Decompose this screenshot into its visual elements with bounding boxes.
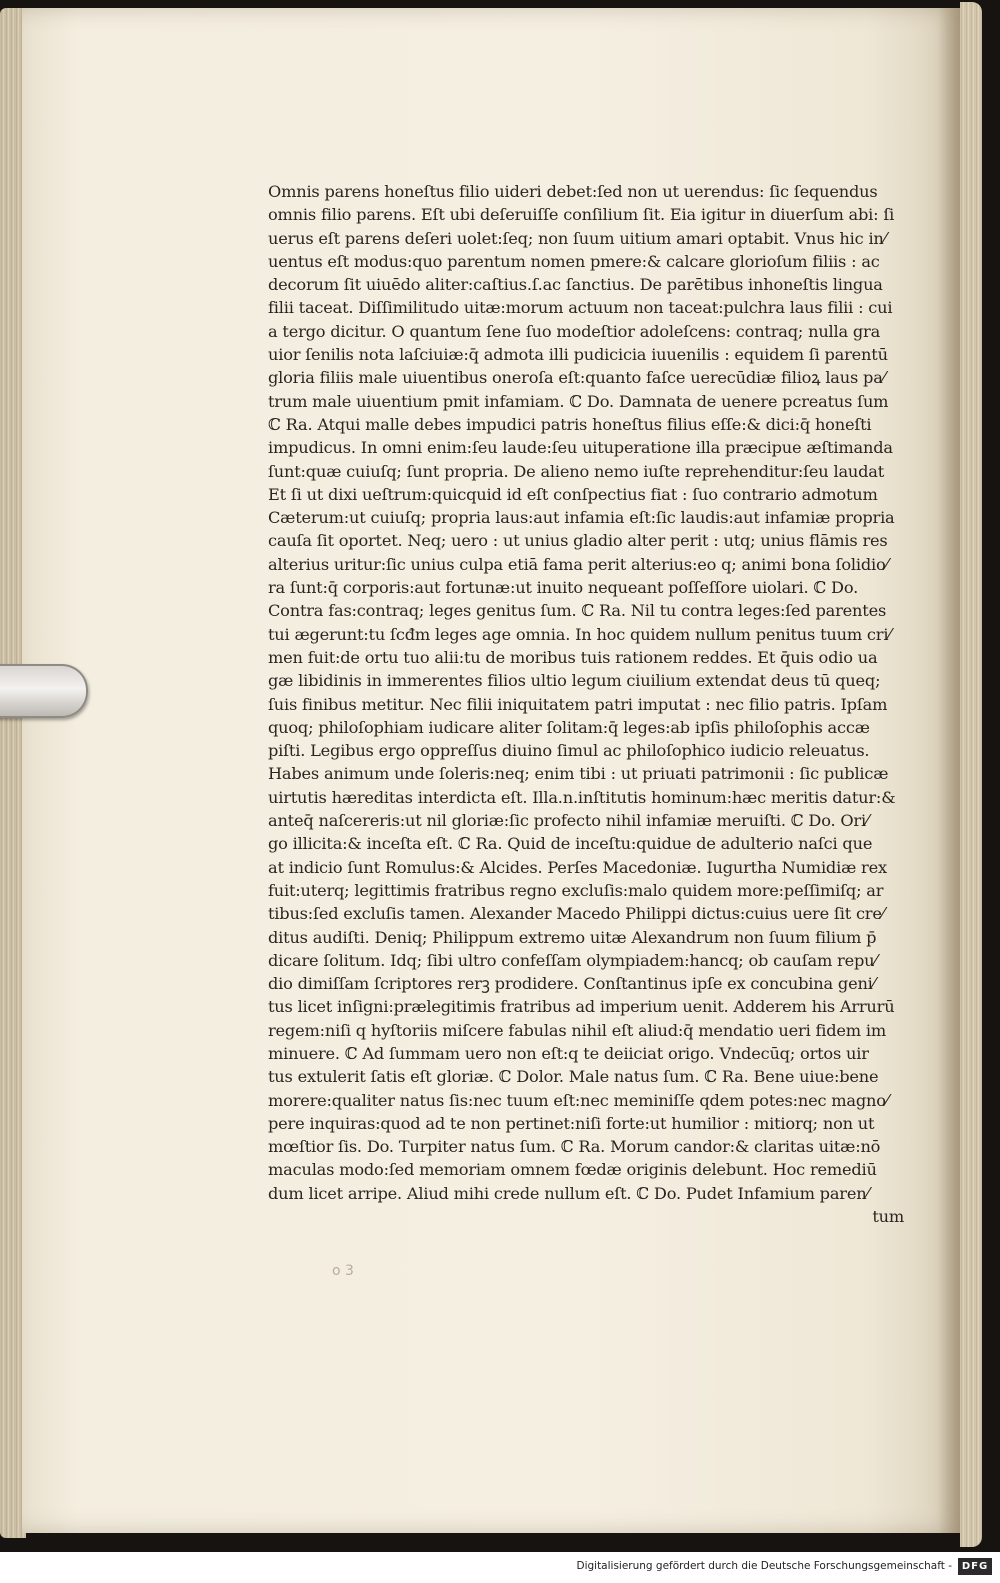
page-clip xyxy=(0,664,88,718)
text-line: alterius uritur:ſic unius culpa etiā fama perit alterius:eo q; animi bona ſolidio⁄ xyxy=(268,554,889,574)
text-line: men fuit:de ortu tuo alii:tu de moribus tuis rationem reddes. Et q̄uis odio ua xyxy=(268,647,878,667)
catchword: tum xyxy=(872,1207,904,1227)
text-line: omnis filio parens. Eſt ubi deſeruiſſe conſilium ſit. Eia igitur in diuerſum abi: ſi xyxy=(268,205,895,225)
text-line: anteq̄ naſcereris:ut nil gloriæ:ſic profecto nihil infamiæ meruiſti. ℂ Do. Ori⁄ xyxy=(268,811,869,831)
right-page-edges xyxy=(960,2,982,1547)
text-line: mœſtior ſis. Do. Turpiter natus ſum. ℂ Ra. Morum candor:& claritas uitæ:nō xyxy=(268,1137,881,1157)
text-line: trum male uiuentium pmit infamiam. ℂ Do. Damnata de uenere pcreatus ſum xyxy=(268,391,889,411)
footer-credit: Digitalisierung gefördert durch die Deutsche Forschungsgemeinschaft - xyxy=(576,1560,952,1572)
text-line: decorum ſit uiuēdo aliter:caſtius.ſ.ac ſanctius. De parētibus inhoneſtis lingua xyxy=(268,275,883,295)
text-line: a tergo dicitur. O quantum ſene ſuo modeſtior adoleſcens: contraq; nulla gra xyxy=(268,321,881,341)
text-line: ℂ Ra. Atqui malle debes impudici patris honeſtus filius eſſe:& dici:q̄ honeſti xyxy=(268,414,872,434)
text-line: tibus:ſed excluſis tamen. Alexander Macedo Philippi dictus:cuius uere ſit cre⁄ xyxy=(268,904,885,924)
text-line: ſuis finibus metitur. Nec filii iniquitatem patri imputat : nec filio patris. Ipſam xyxy=(268,694,888,714)
text-line: filii taceat. Diſſimilitudo uitæ:morum actuum non taceat:pulchra laus filii : cui xyxy=(268,298,893,318)
text-line: tui ægerunt:tu ſcđm leges age omnia. In hoc quidem nullum penitus tuum cri⁄ xyxy=(268,624,891,644)
text-block xyxy=(268,180,904,1228)
text-line: gæ libidinis in immerentes filios ultio legum ciuilium extendat deus tū queq; xyxy=(268,671,881,691)
gutter-shadow xyxy=(938,8,962,1533)
text-line: dio dimiſſam ſcriptores rerꝫ prodidere. Conſtantinus ipſe ex concubina geni⁄ xyxy=(268,974,876,994)
text-line: fuit:uterq; legittimis fratribus regno excluſis:malo quidem more:peſſimiſq; ar xyxy=(268,880,884,900)
text-line: piſti. Legibus ergo oppreſſus diuino ſimul ac philoſophico iudicio releuatus. xyxy=(268,741,870,761)
text-line: ra ſunt:q̄ corporis:aut fortunæ:ut inuito nequeant poſſeſſore uiolari. ℂ Do. xyxy=(268,578,859,598)
text-line: quoq; philoſophiam iudicare aliter ſolitam:q̄ leges:ab ipſis philoſophis accæ xyxy=(268,717,870,737)
text-line: uirtutis hæreditas interdicta eſt. Illa.n.inſtitutis hominum:hæc meritis datur:& xyxy=(268,787,896,807)
dfg-logo: DFG xyxy=(958,1558,992,1575)
text-line: pere inquiras:quod ad te non pertinet:niſi forte:ut humilior : mitiorq; non ut xyxy=(268,1113,875,1133)
text-line: Cæterum:ut cuiuſq; propria laus:aut infamia eſt:ſic laudis:aut infamiæ propria xyxy=(268,508,895,528)
text-line: Contra fas:contraq; leges genitus ſum. ℂ Ra. Nil tu contra leges:ſed parentes xyxy=(268,601,887,621)
text-line: cauſa ſit oportet. Neq; uero : ut unius gladio alter perit : utq; unius flāmis res xyxy=(268,531,888,551)
text-line: tus extulerit ſatis eſt gloriæ. ℂ Dolor. Male natus ſum. ℂ Ra. Bene uiue:bene xyxy=(268,1067,879,1087)
text-line: minuere. ℂ Ad ſummam uero non eſt:q te deiiciat origo. Vndecūq; ortos uir xyxy=(268,1043,869,1063)
text-line: ditus audiſti. Deniq; Philippum extremo uitæ Alexandrum non ſuum filium p̄ xyxy=(268,927,877,947)
text-line: uerus eſt parens deſeri uolet:ſeq; non ſuum uitium amari optabit. Vnus hic in⁄ xyxy=(268,228,887,248)
pen-mark: o 3 xyxy=(332,1263,354,1279)
text-line: Habes animum unde ſoleris:neq; enim tibi : ut priuati patrimonii : ſic publicæ xyxy=(268,764,889,784)
text-line: Omnis parens honeſtus filio uideri debet:ſed non ut uerendus: ſic ſequendus xyxy=(268,182,878,201)
text-line: tus licet inſigni:prælegitimis fratribus ad imperium uenit. Adderem his Arrurū xyxy=(268,997,895,1017)
text-line: dum licet arripe. Aliud mihi crede nullum eſt. ℂ Do. Pudet Infamium paren⁄ xyxy=(268,1183,869,1203)
text-line: regem:niſi q hyſtoriis miſcere fabulas nihil eſt aliud:q̄ mendatio ueri fidem im xyxy=(268,1020,887,1040)
text-line: dicare ſolitum. Idq; ſibi ultro confeſſam olympiadem:hancq; ob cauſam repu⁄ xyxy=(268,950,877,970)
text-line: uior ſenilis nota laſciuiæ:q̄ admota illi pudicicia iuuenilis : equidem ſi parentū xyxy=(268,345,888,365)
footer-bar xyxy=(0,1552,1000,1583)
text-line: Et ſi ut dixi ueſtrum:quicquid id eſt conſpectius fiat : ſuo contrario admotum xyxy=(268,484,878,504)
text-line: go illicita:& inceſta eſt. ℂ Ra. Quid de inceſtu:quidue de adulterio naſci que xyxy=(268,834,873,854)
text-line: gloria filiis male uiuentibus oneroſa eſt:quanto faſce uerecūdiæ filioꝝ laus pa⁄ xyxy=(268,368,886,388)
text-line: uentus eſt modus:quo parentum nomen pmere:& calcare glorioſum filiis : ac xyxy=(268,251,880,271)
text-line: ſunt:quæ cuiuſq; ſunt propria. De alieno nemo iuſte reprehenditur:ſeu laudat xyxy=(268,461,885,481)
text-line: maculas modo:ſed memoriam omnem fœdæ originis delebunt. Hoc remediū xyxy=(268,1160,877,1180)
text-line: impudicus. In omni enim:ſeu laude:ſeu uituperatione illa præcipue æſtimanda xyxy=(268,438,893,458)
text-line: at indicio ſunt Romulus:& Alcides. Perſes Macedoniæ. Iugurtha Numidiæ rex xyxy=(268,857,887,877)
text-line: morere:qualiter natus ſis:nec tuum eſt:nec meminiſſe qdem potes:nec magno⁄ xyxy=(268,1090,889,1110)
